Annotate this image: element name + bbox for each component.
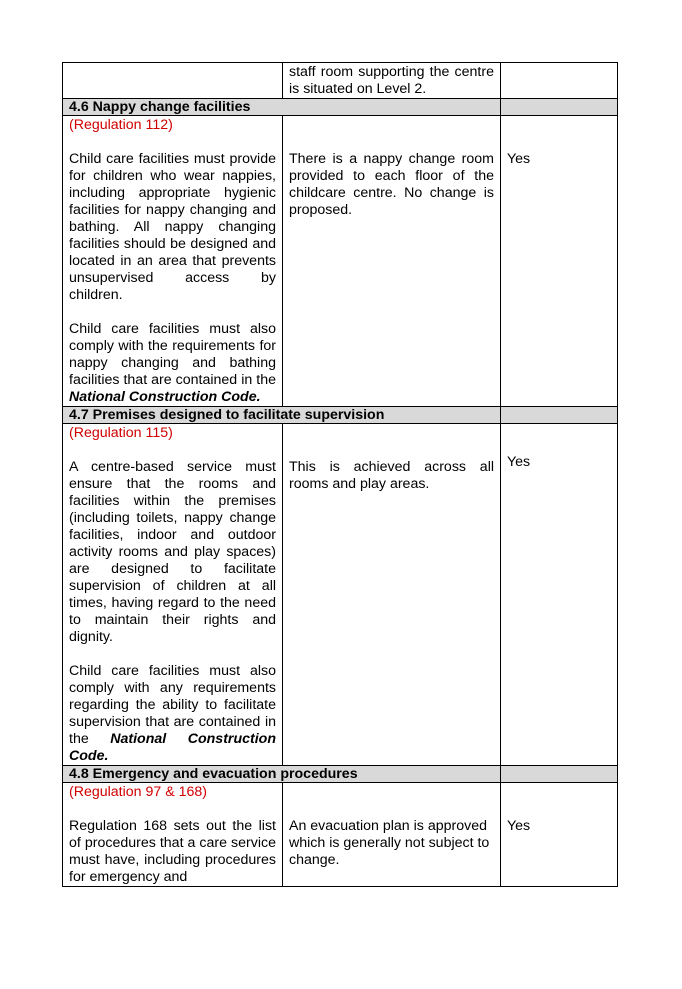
regulation-ref: (Regulation 112) bbox=[69, 117, 173, 133]
table-row bbox=[63, 63, 618, 99]
section-heading: 4.8 Emergency and evacuation procedures bbox=[63, 766, 501, 783]
compliance-status: Yes bbox=[507, 454, 531, 470]
table-row bbox=[63, 783, 618, 887]
section-header-row bbox=[63, 99, 618, 116]
response-cell bbox=[283, 116, 501, 407]
requirement-cell bbox=[63, 116, 283, 407]
requirement-cell bbox=[63, 783, 283, 887]
section-header-blank bbox=[501, 766, 618, 783]
compliance-cell bbox=[501, 116, 618, 407]
requirement-paragraph: Child care facilities must provide for children who wear nappies, including appropriate hygienic facilities for nappy changing and bathing. All nappy changing facilities should be designed and located in an area that prevents unsupervised access by children. bbox=[69, 151, 276, 303]
compliance-table bbox=[62, 62, 618, 887]
requirement-cell bbox=[63, 63, 283, 99]
table-row bbox=[63, 424, 618, 766]
compliance-cell bbox=[501, 424, 618, 766]
section-header-row bbox=[63, 407, 618, 424]
table-row bbox=[63, 116, 618, 407]
response-cell bbox=[283, 63, 501, 99]
ncc-reference: National Construction Code bbox=[69, 731, 276, 764]
ncc-reference: National Construction Code bbox=[69, 389, 257, 405]
response-text: An evacuation plan is approved which is generally not subject to change. bbox=[289, 818, 490, 868]
compliance-status: Yes bbox=[507, 818, 531, 834]
section-heading: 4.6 Nappy change facilities bbox=[63, 99, 501, 116]
requirement-paragraph: A centre-based service must ensure that the rooms and facilities within the premises (including toilets, nappy change facilities, indoor and outdoor activity rooms and play spaces) are designed to facilitate supervision of children at all times, having regard to the need to maintain their rights and dignity. bbox=[69, 459, 276, 645]
response-text: This is achieved across all rooms and play areas. bbox=[289, 459, 494, 492]
response-cell bbox=[283, 783, 501, 887]
response-text: staff room supporting the centre is situated on Level 2. bbox=[289, 64, 494, 97]
requirement-paragraph: Regulation 168 sets out the list of procedures that a care service must have, including procedures for emergency and bbox=[69, 818, 276, 885]
response-cell bbox=[283, 424, 501, 766]
compliance-status: Yes bbox=[507, 151, 531, 167]
section-heading: 4.7 Premises designed to facilitate supervision bbox=[63, 407, 501, 424]
requirement-paragraph: Child care facilities must also comply with any requirements regarding the ability to facilitate supervision that are contained in the National Construction Code. bbox=[69, 663, 276, 764]
section-header-blank bbox=[501, 407, 618, 424]
response-text: There is a nappy change room provided to each floor of the childcare centre. No change is proposed. bbox=[289, 151, 494, 218]
regulation-ref: (Regulation 97 & 168) bbox=[69, 784, 208, 800]
section-header-blank bbox=[501, 99, 618, 116]
section-header-row bbox=[63, 766, 618, 783]
requirement-paragraph: Child care facilities must also comply with the requirements for nappy changing and bathing facilities that are contained in the National Construction Code. bbox=[69, 321, 276, 405]
regulation-ref: (Regulation 115) bbox=[69, 425, 173, 441]
compliance-cell bbox=[501, 63, 618, 99]
requirement-cell bbox=[63, 424, 283, 766]
compliance-cell bbox=[501, 783, 618, 887]
